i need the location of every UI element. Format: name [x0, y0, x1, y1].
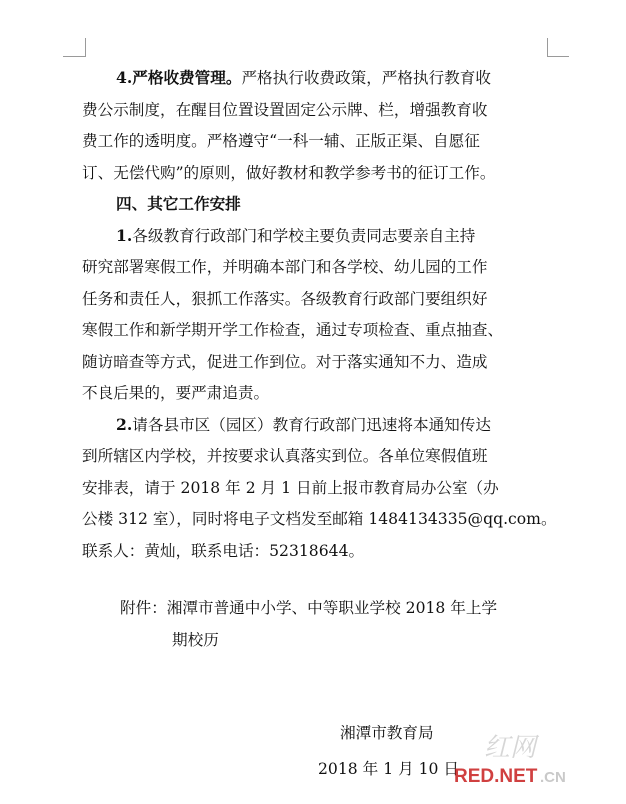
section-4-heading: 4.严格收费管理。 [116, 68, 242, 87]
item-2-number: 2. [116, 415, 133, 434]
signature-org: 湘潭市教育局 [340, 724, 434, 742]
attachment-title: 湘潭市普通中小学、中等职业学校 2018 年上学 [166, 599, 498, 617]
item-1-line-3: 任务和责任人，狠抓工作落实。各级教育行政部门要组织好 [82, 290, 488, 308]
signature-date: 2018 年 1 月 10 日 [318, 760, 460, 778]
rednet-logo-icon [452, 734, 622, 796]
item-2-line-2: 到所辖区内学校，并按要求认真落实到位。各单位寒假值班 [82, 447, 488, 465]
item-2-text: 请各县市区（园区）教育行政部门迅速将本通知传达 [132, 416, 491, 434]
item-1-number: 1. [116, 226, 133, 245]
crop-mark-right-h [547, 56, 569, 57]
paragraph-4-line-1 [116, 68, 556, 88]
attachment-label: 附件： [120, 599, 167, 617]
rednet-watermark-logo [452, 734, 622, 796]
item-2-line-5: 联系人：黄灿，联系电话：52318644。 [82, 542, 365, 560]
watermark-brand-text: RED.NET [454, 766, 538, 787]
item-1-line-1 [116, 226, 556, 246]
item-2-line-1 [116, 415, 556, 435]
paragraph-4-line-3: 费工作的透明度。严格遵守“一科一辅、正版正渠、自愿征 [82, 132, 480, 150]
item-1-text: 各级教育行政部门和学校主要负责同志要亲自主持 [132, 227, 476, 245]
item-1-line-4: 寒假工作和新学期开学工作检查，通过专项检查、重点抽查、 [82, 321, 504, 339]
attachment-line-1 [120, 598, 497, 618]
item-1-line-2: 研究部署寒假工作，并明确本部门和各学校、幼儿园的工作 [82, 258, 488, 276]
paragraph-4-line-4: 订、无偿代购”的原则，做好教材和教学参考书的征订工作。 [82, 164, 496, 182]
watermark-cn-text: 红网 [484, 734, 537, 763]
attachment-line-2: 期校历 [172, 631, 219, 649]
paragraph-4-text: 严格执行收费政策，严格执行教育收 [241, 69, 491, 87]
item-2-line-4: 公楼 312 室），同时将电子文档发至邮箱 1484134335@qq.com。 [82, 510, 557, 528]
item-1-line-6: 不良后果的，要严肃追责。 [82, 384, 270, 402]
paragraph-4-line-2: 费公示制度，在醒目位置设置固定公示牌、栏，增强教育收 [82, 101, 488, 119]
crop-mark-left-h [63, 56, 85, 57]
item-1-line-5: 随访暗查等方式，促进工作到位。对于落实通知不力、造成 [82, 353, 488, 371]
crop-mark-left-v [85, 38, 86, 57]
crop-mark-right-v [547, 38, 548, 57]
part-4-heading: 四、其它工作安排 [116, 194, 241, 213]
watermark-suffix: .CN [540, 769, 566, 786]
item-2-line-3: 安排表，请于 2018 年 2 月 1 日前上报市教育局办公室（办 [82, 479, 499, 497]
